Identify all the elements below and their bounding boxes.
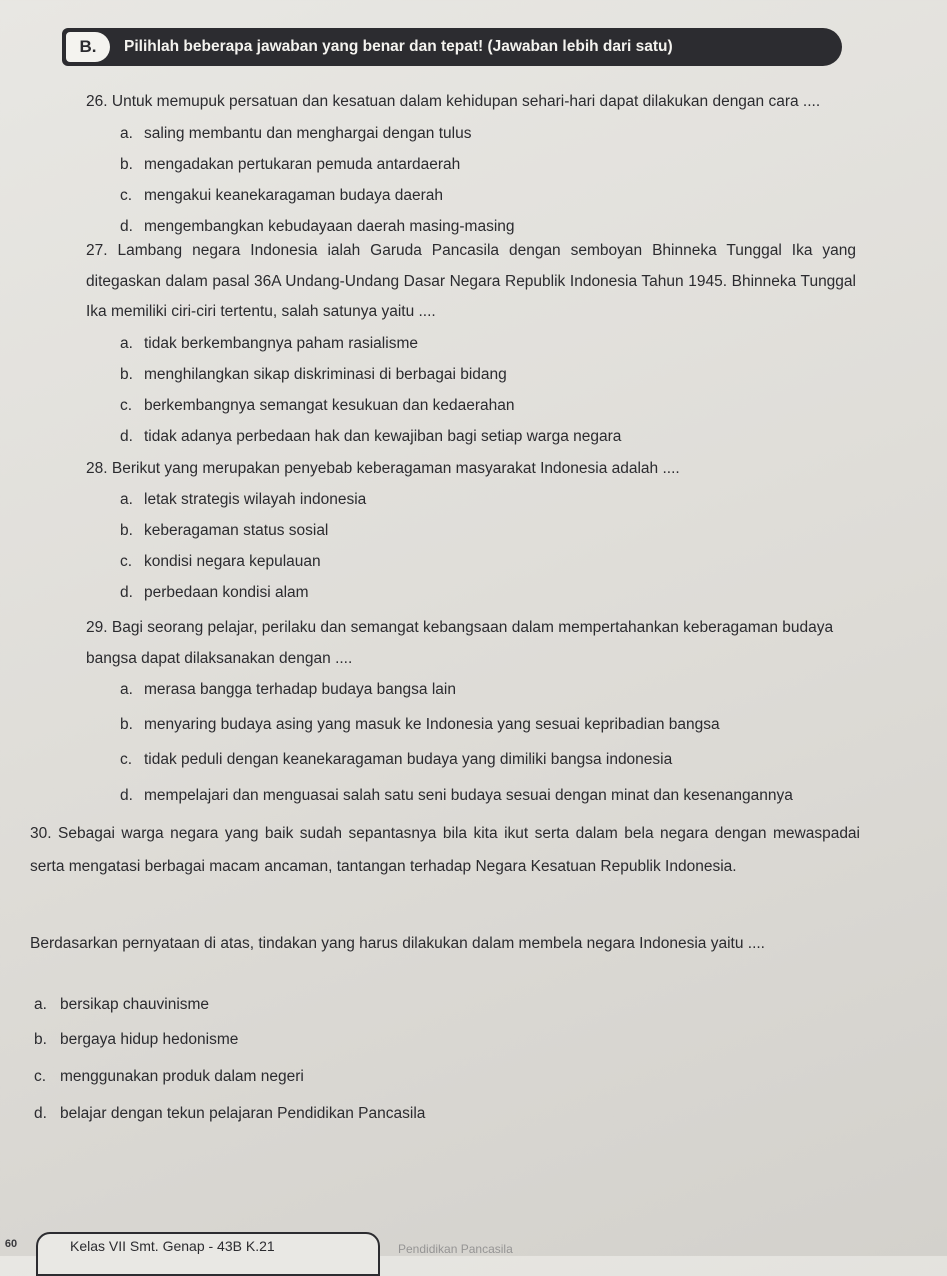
option-26a — [120, 124, 471, 144]
question-text: Bagi seorang pelajar, perilaku dan semangat kebangsaan dalam mempertahankan keberagaman budaya bangsa dapat dilaksanakan dengan .... — [86, 619, 834, 667]
option-letter: a. — [120, 125, 133, 142]
question-number: 29. — [86, 619, 108, 636]
question-text: Berdasarkan pernyataan di atas, tindakan yang harus dilakukan dalam membela negara Indonesia yaitu .... — [30, 935, 765, 952]
page-number: 60 — [4, 1238, 18, 1250]
option-letter: b. — [120, 366, 133, 383]
option-letter: c. — [120, 553, 133, 570]
option-text: mempelajari dan menguasai salah satu seni budaya sesuai dengan minat dan kesenangannya — [144, 787, 793, 804]
section-label: B. — [66, 32, 110, 62]
option-letter: a. — [120, 335, 133, 352]
option-29c — [120, 750, 672, 770]
option-letter: c. — [120, 187, 133, 204]
option-text: menghilangkan sikap diskriminasi di berbagai bidang — [144, 366, 507, 383]
option-28a — [120, 490, 366, 510]
option-27d — [120, 427, 621, 447]
option-letter: b. — [120, 522, 133, 539]
question-number: 30. — [30, 825, 52, 842]
question-29 — [86, 613, 856, 674]
option-text: merasa bangga terhadap budaya bangsa lain — [144, 681, 456, 698]
option-26d — [120, 217, 515, 237]
option-letter: d. — [120, 787, 133, 804]
question-28 — [86, 454, 856, 485]
question-text: Berikut yang merupakan penyebab keberagaman masyarakat Indonesia adalah .... — [111, 460, 680, 477]
option-text: perbedaan kondisi alam — [144, 584, 309, 601]
option-letter: a. — [34, 996, 47, 1013]
option-letter: d. — [34, 1105, 47, 1122]
option-text: tidak adanya perbedaan hak dan kewajiban bagi setiap warga negara — [144, 428, 622, 445]
option-letter: d. — [120, 584, 133, 601]
option-letter: a. — [120, 681, 133, 698]
option-30d — [34, 1104, 425, 1124]
option-30c — [34, 1067, 304, 1087]
option-text: bersikap chauvinisme — [60, 996, 210, 1013]
option-letter: b. — [120, 156, 133, 173]
option-28c — [120, 552, 321, 572]
option-26c — [120, 186, 443, 206]
option-text: saling membantu dan menghargai dengan tulus — [144, 125, 472, 142]
option-letter: d. — [120, 428, 133, 445]
option-letter: b. — [34, 1031, 47, 1048]
option-text: mengembangkan kebudayaan daerah masing-masing — [144, 218, 515, 235]
option-letter: d. — [120, 218, 133, 235]
option-27b — [120, 365, 507, 385]
option-27a — [120, 334, 418, 354]
question-30-prompt — [30, 928, 870, 960]
option-text: menyaring budaya asing yang masuk ke Indonesia yang sesuai kepribadian bangsa — [144, 716, 720, 733]
option-letter: a. — [120, 491, 133, 508]
option-26b — [120, 155, 460, 175]
option-28d — [120, 583, 309, 603]
question-text: Untuk memupuk persatuan dan kesatuan dalam kehidupan sehari-hari dapat dilakukan dengan cara .... — [111, 93, 821, 110]
option-30b — [34, 1030, 238, 1050]
option-letter: c. — [120, 751, 133, 768]
question-26 — [86, 87, 856, 118]
option-letter: c. — [34, 1068, 47, 1085]
option-29b — [120, 715, 720, 735]
option-text: tidak berkembangnya paham rasialisme — [144, 335, 418, 352]
option-28b — [120, 521, 328, 541]
option-text: keberagaman status sosial — [144, 522, 329, 539]
footer-subject: Pendidikan Pancasila — [398, 1242, 513, 1256]
option-text: belajar dengan tekun pelajaran Pendidikan Pancasila — [60, 1105, 426, 1122]
question-text: Lambang negara Indonesia ialah Garuda Pancasila dengan semboyan Bhinneka Tunggal Ika yang ditegaskan dalam pasal 36A Undang-Undang Dasar Negara Republik Indonesia Tahun 1945. Bhinneka Tunggal Ika memiliki ciri-ciri tertentu, salah satunya yaitu .... — [86, 242, 856, 320]
option-text: tidak peduli dengan keanekaragaman budaya yang dimiliki bangsa indonesia — [144, 751, 673, 768]
question-number: 28. — [86, 460, 108, 477]
option-27c — [120, 396, 515, 416]
option-text: letak strategis wilayah indonesia — [144, 491, 367, 508]
option-text: mengadakan pertukaran pemuda antardaerah — [144, 156, 461, 173]
option-text: bergaya hidup hedonisme — [60, 1031, 239, 1048]
option-29a — [120, 680, 456, 700]
footer-class-label: Kelas VII Smt. Genap - 43B K.21 — [70, 1238, 275, 1254]
option-text: berkembangnya semangat kesukuan dan kedaerahan — [144, 397, 515, 414]
question-text: Sebagai warga negara yang baik sudah sepantasnya bila kita ikut serta dalam bela negara dengan mewaspadai serta mengatasi berbagai macam ancaman, tantangan terhadap Negara Kesatuan Republik Indonesia. — [30, 825, 860, 875]
option-30a — [34, 995, 209, 1015]
option-letter: c. — [120, 397, 133, 414]
option-text: mengakui keanekaragaman budaya daerah — [144, 187, 444, 204]
section-instruction: Pilihlah beberapa jawaban yang benar dan tepat! (Jawaban lebih dari satu) — [124, 38, 673, 55]
question-number: 26. — [86, 93, 108, 110]
option-text: kondisi negara kepulauan — [144, 553, 321, 570]
option-text: menggunakan produk dalam negeri — [60, 1068, 304, 1085]
option-29d — [120, 786, 793, 806]
question-number: 27. — [86, 242, 108, 259]
question-30 — [30, 817, 860, 883]
option-letter: b. — [120, 716, 133, 733]
question-27 — [86, 236, 856, 328]
